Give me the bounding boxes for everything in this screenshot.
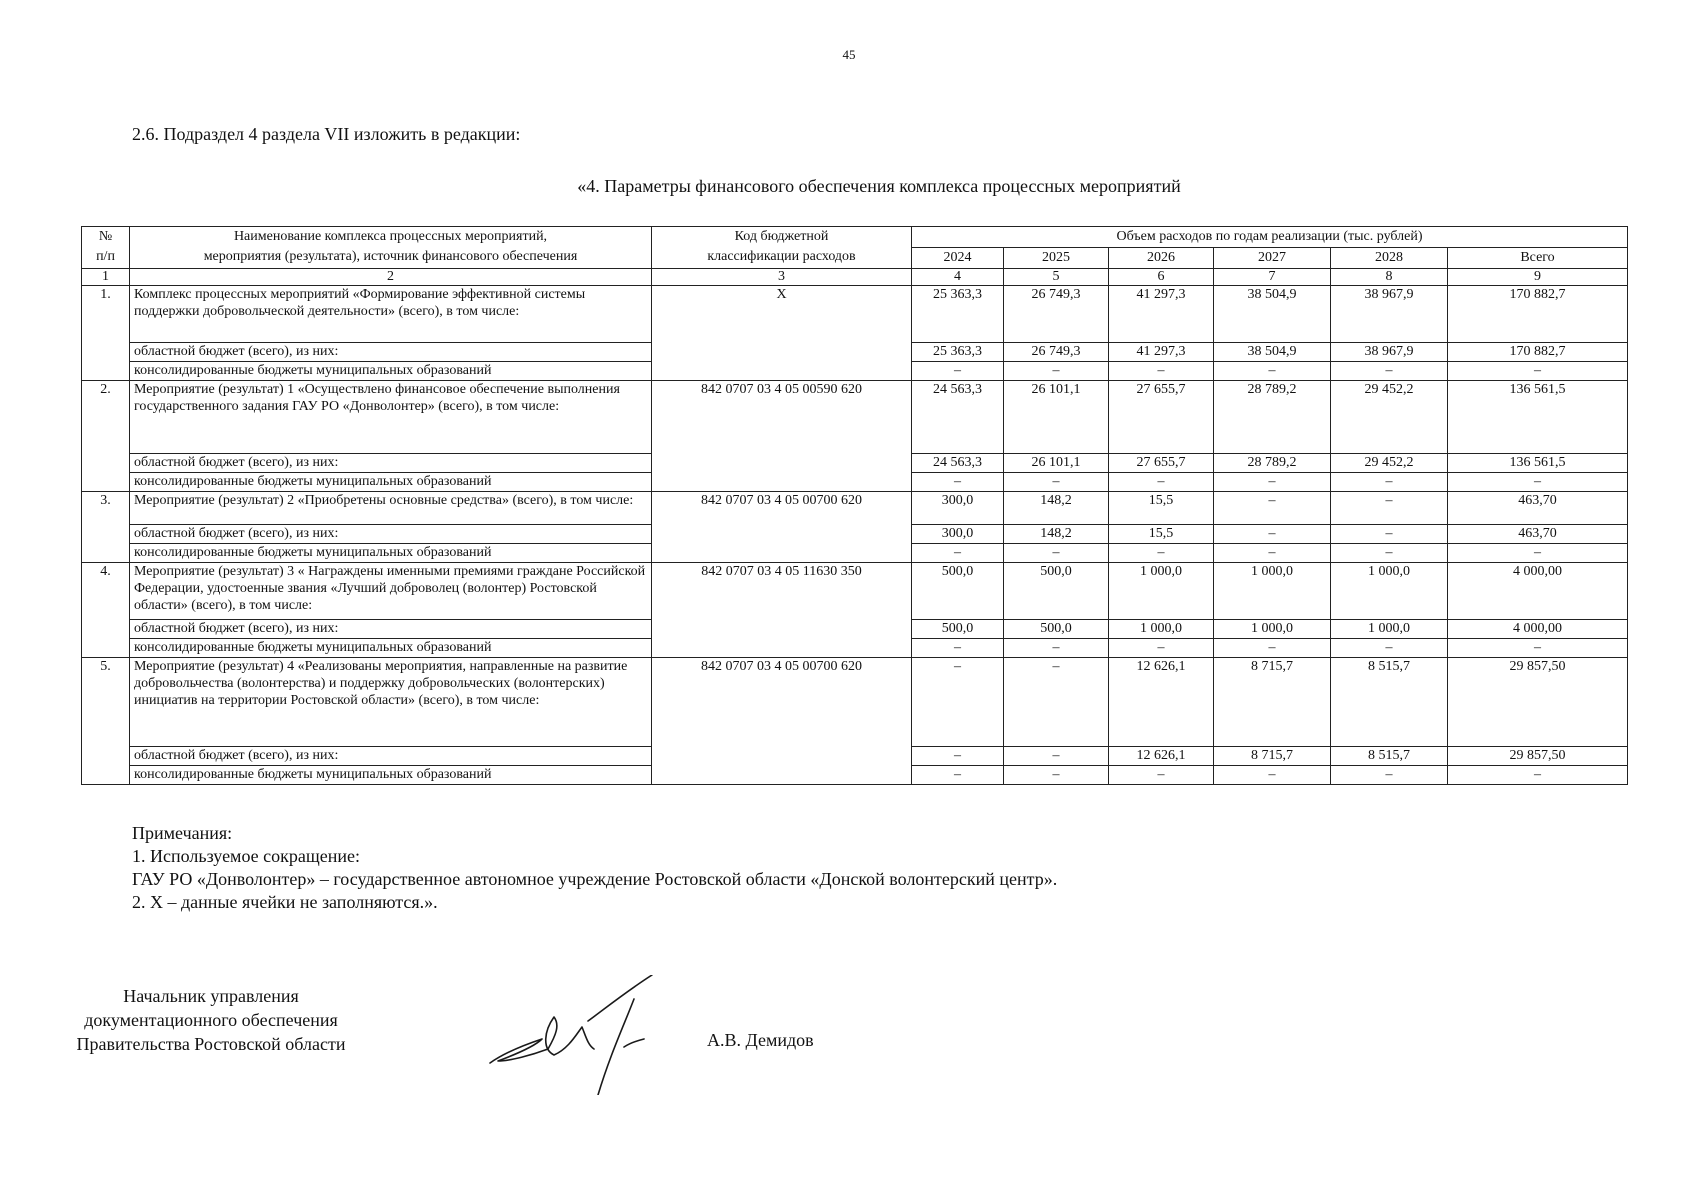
value-cell: 25 363,3 [912, 286, 1004, 343]
notes-heading: Примечания: [132, 823, 233, 843]
value-cell: 8 715,7 [1214, 747, 1331, 766]
row-number: 4. [82, 563, 130, 658]
value-cell: 38 504,9 [1214, 286, 1331, 343]
column-index: 7 [1214, 269, 1331, 286]
value-cell: – [1109, 473, 1214, 492]
header-year: 2027 [1214, 248, 1331, 269]
value-cell: 29 857,50 [1448, 747, 1628, 766]
value-cell: – [1004, 747, 1109, 766]
notes-line: 1. Используемое сокращение: [132, 846, 360, 866]
value-cell: 12 626,1 [1109, 747, 1214, 766]
value-cell: 500,0 [1004, 620, 1109, 639]
header-name-line1: Наименование комплекса процессных мероприятий, [233, 229, 548, 244]
value-cell: – [1331, 362, 1448, 381]
row-name: Комплекс процессных мероприятий «Формирование эффективной системы поддержки добровольческой деятельности» (всего), в том числе: [130, 286, 652, 343]
header-name [130, 227, 652, 269]
value-cell: – [1448, 639, 1628, 658]
budget-code: 842 0707 03 4 05 00700 620 [652, 658, 912, 785]
value-cell: 26 101,1 [1004, 381, 1109, 454]
row-name: Мероприятие (результат) 4 «Реализованы мероприятия, направленные на развитие добровольчества (волонтерства) и поддержку добровольческих (волонтерских) инициатив на территории Ростовской области» (всего), в том числе: [130, 658, 652, 747]
value-cell: – [1448, 362, 1628, 381]
regional-budget-label: областной бюджет (всего), из них: [130, 454, 652, 473]
value-cell: – [1004, 766, 1109, 785]
header-year: 2024 [912, 248, 1004, 269]
value-cell: – [1214, 473, 1331, 492]
value-cell: – [1109, 766, 1214, 785]
value-cell: 38 967,9 [1331, 343, 1448, 362]
value-cell: – [1448, 544, 1628, 563]
value-cell: 38 504,9 [1214, 343, 1331, 362]
value-cell: 4 000,00 [1448, 620, 1628, 639]
value-cell: – [912, 658, 1004, 747]
header-num-line1: № [98, 229, 113, 244]
budget-code: Х [652, 286, 912, 381]
handwritten-signature [484, 975, 684, 1095]
value-cell: 41 297,3 [1109, 343, 1214, 362]
budget-code: 842 0707 03 4 05 00700 620 [652, 492, 912, 563]
table-row [82, 658, 1628, 747]
row-number: 3. [82, 492, 130, 563]
value-cell: 26 101,1 [1004, 454, 1109, 473]
header-num-line2: п/п [96, 249, 115, 264]
value-cell: 300,0 [912, 525, 1004, 544]
header-volume: Объем расходов по годам реализации (тыс. рублей) [912, 227, 1628, 248]
value-cell: 300,0 [912, 492, 1004, 525]
value-cell: 1 000,0 [1331, 563, 1448, 620]
value-cell: – [912, 473, 1004, 492]
municipal-budget-label: консолидированные бюджеты муниципальных образований [130, 766, 652, 785]
header-total: Всего [1448, 248, 1628, 269]
value-cell: – [912, 544, 1004, 563]
value-cell: – [1214, 639, 1331, 658]
municipal-budget-label: консолидированные бюджеты муниципальных образований [130, 544, 652, 563]
table-row [82, 563, 1628, 620]
signer-position-line: Начальник управления [123, 986, 299, 1006]
row-number: 2. [82, 381, 130, 492]
municipal-budget-label: консолидированные бюджеты муниципальных образований [130, 362, 652, 381]
value-cell: 29 452,2 [1331, 381, 1448, 454]
header-name-line2: мероприятия (результата), источник финансового обеспечения [203, 249, 578, 264]
header-year: 2025 [1004, 248, 1109, 269]
header-code-line2: классификации расходов [707, 249, 856, 264]
value-cell: – [1004, 658, 1109, 747]
value-cell: 1 000,0 [1109, 563, 1214, 620]
value-cell: 27 655,7 [1109, 381, 1214, 454]
signer-position-line: документационного обеспечения [84, 1010, 338, 1030]
table-row [82, 286, 1628, 343]
municipal-budget-label: консолидированные бюджеты муниципальных образований [130, 473, 652, 492]
value-cell: 24 563,3 [912, 454, 1004, 473]
value-cell: 41 297,3 [1109, 286, 1214, 343]
value-cell: – [912, 766, 1004, 785]
value-cell: – [912, 639, 1004, 658]
column-index: 3 [652, 269, 912, 286]
municipal-budget-label: консолидированные бюджеты муниципальных образований [130, 639, 652, 658]
value-cell: 8 515,7 [1331, 747, 1448, 766]
signer-position [0, 984, 416, 1056]
value-cell: – [1004, 473, 1109, 492]
value-cell: 24 563,3 [912, 381, 1004, 454]
value-cell: 15,5 [1109, 525, 1214, 544]
value-cell: 500,0 [1004, 563, 1109, 620]
row-number: 5. [82, 658, 130, 785]
value-cell: – [1109, 544, 1214, 563]
notes-line: ГАУ РО «Донволонтер» – государственное автономное учреждение Ростовской области «Донской волонтерский центр». [132, 869, 1058, 889]
column-index: 5 [1004, 269, 1109, 286]
value-cell: – [1331, 766, 1448, 785]
value-cell: 27 655,7 [1109, 454, 1214, 473]
value-cell: – [1214, 492, 1331, 525]
value-cell: 148,2 [1004, 492, 1109, 525]
value-cell: 170 882,7 [1448, 286, 1628, 343]
column-index: 1 [82, 269, 130, 286]
value-cell: – [912, 747, 1004, 766]
value-cell: 463,70 [1448, 525, 1628, 544]
signer-position-line: Правительства Ростовской области [76, 1034, 346, 1054]
value-cell: 12 626,1 [1109, 658, 1214, 747]
value-cell: – [1004, 362, 1109, 381]
value-cell: – [1448, 766, 1628, 785]
regional-budget-label: областной бюджет (всего), из них: [130, 525, 652, 544]
value-cell: 26 749,3 [1004, 343, 1109, 362]
value-cell: – [1109, 362, 1214, 381]
column-index: 9 [1448, 269, 1628, 286]
value-cell: – [1004, 639, 1109, 658]
value-cell: – [1004, 544, 1109, 563]
value-cell: 29 857,50 [1448, 658, 1628, 747]
header-num [82, 227, 130, 269]
value-cell: – [912, 362, 1004, 381]
value-cell: – [1331, 544, 1448, 563]
budget-code: 842 0707 03 4 05 00590 620 [652, 381, 912, 492]
page-number: 45 [842, 47, 856, 62]
column-index: 2 [130, 269, 652, 286]
value-cell: – [1214, 362, 1331, 381]
column-index: 8 [1331, 269, 1448, 286]
budget-code: 842 0707 03 4 05 11630 350 [652, 563, 912, 658]
header-year: 2028 [1331, 248, 1448, 269]
financing-table [81, 226, 1628, 785]
value-cell: 1 000,0 [1109, 620, 1214, 639]
row-number: 1. [82, 286, 130, 381]
value-cell: – [1331, 639, 1448, 658]
signer-name: А.В. Демидов [707, 1030, 814, 1050]
value-cell: 26 749,3 [1004, 286, 1109, 343]
intro-paragraph: 2.6. Подраздел 4 раздела VII изложить в редакции: [132, 124, 521, 144]
value-cell: 15,5 [1109, 492, 1214, 525]
value-cell: 136 561,5 [1448, 381, 1628, 454]
header-year: 2026 [1109, 248, 1214, 269]
notes [132, 822, 1057, 914]
value-cell: – [1331, 525, 1448, 544]
value-cell: 8 715,7 [1214, 658, 1331, 747]
value-cell: – [1331, 492, 1448, 525]
table-row [82, 381, 1628, 454]
header-code-line1: Код бюджетной [734, 229, 829, 244]
header-code [652, 227, 912, 269]
column-index: 4 [912, 269, 1004, 286]
value-cell: 8 515,7 [1331, 658, 1448, 747]
value-cell: 38 967,9 [1331, 286, 1448, 343]
row-name: Мероприятие (результат) 3 « Награждены именными премиями граждане Российской Федерации, удостоенные звания «Лучший доброволец (волонтер) Ростовской области» (всего), в том числе: [130, 563, 652, 620]
value-cell: 148,2 [1004, 525, 1109, 544]
row-name: Мероприятие (результат) 2 «Приобретены основные средства» (всего), в том числе: [130, 492, 652, 525]
value-cell: 28 789,2 [1214, 381, 1331, 454]
regional-budget-label: областной бюджет (всего), из них: [130, 747, 652, 766]
value-cell: – [1448, 473, 1628, 492]
value-cell: 170 882,7 [1448, 343, 1628, 362]
value-cell: 4 000,00 [1448, 563, 1628, 620]
value-cell: 1 000,0 [1214, 620, 1331, 639]
value-cell: 136 561,5 [1448, 454, 1628, 473]
value-cell: 500,0 [912, 620, 1004, 639]
regional-budget-label: областной бюджет (всего), из них: [130, 620, 652, 639]
value-cell: 25 363,3 [912, 343, 1004, 362]
value-cell: 29 452,2 [1331, 454, 1448, 473]
table-row [82, 492, 1628, 525]
regional-budget-label: областной бюджет (всего), из них: [130, 343, 652, 362]
value-cell: – [1109, 639, 1214, 658]
value-cell: – [1214, 525, 1331, 544]
notes-line: 2. Х – данные ячейки не заполняются.». [132, 892, 438, 912]
value-cell: – [1214, 766, 1331, 785]
value-cell: 1 000,0 [1214, 563, 1331, 620]
table-title: «4. Параметры финансового обеспечения комплекса процессных мероприятий [577, 176, 1181, 196]
value-cell: 28 789,2 [1214, 454, 1331, 473]
value-cell: – [1331, 473, 1448, 492]
value-cell: – [1214, 544, 1331, 563]
column-index: 6 [1109, 269, 1214, 286]
value-cell: 1 000,0 [1331, 620, 1448, 639]
value-cell: 463,70 [1448, 492, 1628, 525]
value-cell: 500,0 [912, 563, 1004, 620]
row-name: Мероприятие (результат) 1 «Осуществлено финансовое обеспечение выполнения государственного задания ГАУ РО «Донволонтер» (всего), в том числе: [130, 381, 652, 454]
column-index-row [82, 269, 1628, 286]
